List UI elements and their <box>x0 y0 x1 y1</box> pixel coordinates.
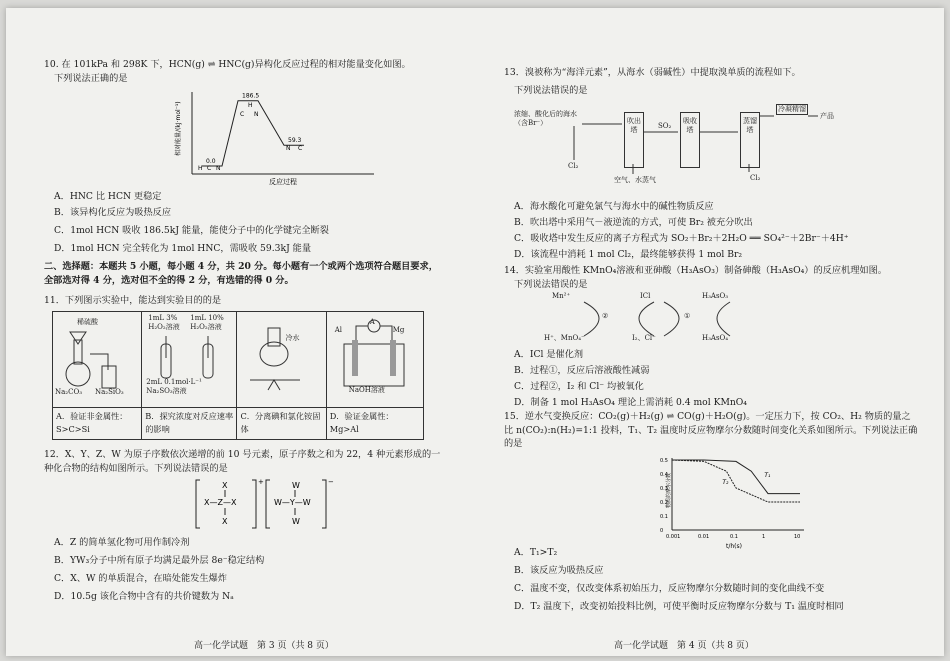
q12-option-a[interactable]: A．Z 的简单氢化物可用作制冷剂 <box>54 537 190 548</box>
q14-option-a[interactable]: A．ICl 是催化剂 <box>514 349 584 360</box>
energy-label-hnc: 59.3 <box>288 137 302 145</box>
apparatus-d-ammeter: A <box>369 318 375 326</box>
page-footer-right: 高一化学试题 第 4 页（共 8 页） <box>614 641 754 651</box>
q10-option-c[interactable]: C．1mol HCN 吸收 186.5kJ 能量，能使分子中的化学键完全断裂 <box>54 225 329 236</box>
apparatus-c <box>240 314 320 400</box>
struct-minus: − <box>328 478 334 486</box>
flow-cl2-in: Cl₂ <box>568 162 579 170</box>
q10-stem: 10. 在 101kPa 和 298K 下，HCN(g) ⇌ HNC(g)异构化反应过程的相对能量变化如图。 <box>44 59 411 70</box>
series-t1-line <box>672 460 800 494</box>
flow-product: 产品 <box>820 112 834 120</box>
series-t2-label: T₂ <box>722 478 729 486</box>
struct-wyw: W—Y—W <box>274 498 311 507</box>
mole-ytick: 0.3 <box>660 486 668 492</box>
q13-stem: 13．溴被称为“海洋元素”，从海水（弱碱性）中提取溴单质的流程如下。 <box>504 67 801 78</box>
q11-option-b[interactable]: B．探究浓度对反应速率的影响 <box>142 407 237 439</box>
mech-step1: ① <box>684 312 691 320</box>
mole-xtick: 0.01 <box>698 534 710 540</box>
q11-cell-c-figure <box>237 312 326 408</box>
q15-option-c[interactable]: C．温度不变，仅改变体系初始压力，反应物摩尔分数随时间的变化曲线不变 <box>514 583 825 594</box>
q12-stem: 12．X、Y、Z、W 为原子序数依次递增的前 10 号元素，原子序数之和为 22，4 种元素形成的一种化合物的结构如图所示。下列说法错误的是 <box>44 449 441 474</box>
flow-so2: SO₂ <box>658 122 672 130</box>
question-10 <box>44 58 474 85</box>
energy-xlabel: 反应过程 <box>269 178 297 186</box>
q14-option-c[interactable]: C．过程②，I₂ 和 Cl⁻ 均被氧化 <box>514 381 644 392</box>
q11-stem: 11．下列图示实验中，能达到实验目的的是 <box>44 295 222 306</box>
apparatus-a-na2co3: Na₂CO₃ <box>55 388 83 396</box>
mole-ytick: 0.5 <box>660 458 668 464</box>
struct-x-top: X <box>222 481 228 490</box>
mole-xlabel: t/h(s) <box>726 543 742 550</box>
q13-option-a[interactable]: A．海水酸化可避免氯气与海水中的碱性物质反应 <box>514 201 714 212</box>
q14-option-b[interactable]: B．过程①，反应后溶液酸性减弱 <box>514 365 650 376</box>
q11-cell-b-figure <box>142 312 237 408</box>
mole-ytick: 0.2 <box>660 500 668 506</box>
q12-structure <box>194 478 364 532</box>
mole-ytick: 0 <box>660 528 664 534</box>
mech-icl: ICl <box>640 292 651 300</box>
energy-ylabel: 相对能量/(kJ·mol⁻¹) <box>175 101 182 156</box>
q10-option-d[interactable]: D．1mol HCN 完全转化为 1mol HNC，需吸收 59.3kJ 能量 <box>54 243 312 254</box>
mole-ylabel: 物质的摩尔分数 <box>666 472 672 508</box>
flow-absorber-tower: 吸收塔 <box>680 112 700 168</box>
mech-i2-cl: I₂、Cl⁻ <box>632 334 656 342</box>
mole-fraction-chart <box>654 454 814 550</box>
q12-option-d[interactable]: D．10.5g 该化合物中含有的共价键数为 Nₐ <box>54 591 234 602</box>
left-column <box>44 8 484 651</box>
q11-option-d[interactable]: D．验证金属性：Mg>Al <box>326 407 423 439</box>
q13-prompt: 下列说法错误的是 <box>514 85 588 96</box>
q14-option-d[interactable]: D．制备 1 mol H₃AsO₄ 理论上需消耗 0.4 mol KMnO₄ <box>514 397 747 408</box>
species-c1: C <box>207 165 212 172</box>
struct-w-bottom: W <box>292 517 300 526</box>
struct-x-bottom: X <box>222 517 228 526</box>
series-t1-label: T₁ <box>764 471 771 479</box>
species-c3: C <box>298 145 303 152</box>
flow-distill-tower: 蒸馏塔 <box>740 112 760 168</box>
flow-blower-tower: 吹出塔 <box>624 112 644 168</box>
q15-option-d[interactable]: D．T₂ 温度下，改变初始投料比例，可使平衡时反应物摩尔分数与 T₁ 温度时相同 <box>514 601 844 612</box>
struct-xzx: X—Z—X <box>204 498 237 507</box>
apparatus-b-na2so3: 2mL 0.1mol·L⁻¹ Na₂SO₃溶液 <box>146 378 202 395</box>
apparatus-b-h2o2-3: 1mL 3% H₂O₂溶液 <box>148 314 180 331</box>
mole-xtick: 0.1 <box>730 534 738 540</box>
species-n1: N <box>216 165 221 172</box>
apparatus-b-h2o2-10: 1mL 10% H₂O₂溶液 <box>190 314 224 331</box>
q11-option-c[interactable]: C．分离碘和氯化铵固体 <box>237 407 326 439</box>
right-column <box>504 8 944 651</box>
q11-cell-a-figure <box>53 312 142 408</box>
page-footer-left: 高一化学试题 第 3 页（共 8 页） <box>194 641 334 651</box>
mech-step2: ② <box>602 312 609 320</box>
energy-diagram <box>174 86 464 186</box>
mech-h3aso3: H₃AsO₃ <box>702 292 729 300</box>
q10-prompt: 下列说法正确的是 <box>54 72 128 84</box>
energy-curve <box>202 101 304 166</box>
flow-condense: 冷凝精馏 <box>778 105 806 113</box>
apparatus-d-al: Al <box>334 326 343 334</box>
mech-mn2: Mn²⁺ <box>552 292 571 300</box>
q13-option-c[interactable]: C．吸收塔中发生反应的离子方程式为 SO₂＋Br₂＋2H₂O ══ SO₄²⁻＋2Br⁻＋4H⁺ <box>514 233 849 244</box>
mole-xticks <box>666 534 800 540</box>
q11-experiment-table <box>52 311 424 440</box>
species-n2: N <box>254 111 259 118</box>
q12-option-c[interactable]: C．X、W 的单质混合，在暗处能发生爆炸 <box>54 573 227 584</box>
struct-plus: + <box>258 478 264 486</box>
q10-option-b[interactable]: B．该异构化反应为吸热反应 <box>54 207 172 218</box>
q15-option-a[interactable]: A．T₁>T₂ <box>514 547 558 558</box>
q12-option-b[interactable]: B．YW₃分子中所有原子均满足最外层 8e⁻稳定结构 <box>54 555 265 566</box>
apparatus-a-na2sio3: Na₂SiO₃ <box>95 388 124 396</box>
flow-arrows <box>514 102 824 198</box>
q13-option-d[interactable]: D．该流程中消耗 1 mol Cl₂，最终能够获得 1 mol Br₂ <box>514 249 743 260</box>
species-h1: H <box>198 165 203 172</box>
energy-label-hcn: 0.0 <box>206 158 216 165</box>
q14-stem: 14．实验室用酸性 KMnO₄溶液和亚砷酸（H₃AsO₃）制备砷酸（H₃AsO₄）的反应机理如图。 <box>504 265 887 276</box>
flow-air-steam: 空气、水蒸气 <box>614 176 656 184</box>
q11-cell-d-figure <box>326 312 423 408</box>
bromine-flowchart <box>514 102 944 198</box>
mole-xtick: 1 <box>762 534 766 540</box>
flow-cl2-distill: Cl₂ <box>750 174 761 182</box>
q13-option-b[interactable]: B．吹出塔中采用气－液逆流的方式，可使 Br₂ 被充分吹出 <box>514 217 753 228</box>
mech-h3aso4: H₃AsO₄ <box>702 334 729 342</box>
mech-h-mno4: H⁺、MnO₄⁻ <box>544 334 585 342</box>
apparatus-c-coldwater: 冷水 <box>285 334 300 342</box>
q11-option-a[interactable]: A．验证非金属性：S>C>Si <box>53 407 142 439</box>
q15-option-b[interactable]: B．该反应为吸热反应 <box>514 565 604 576</box>
section-two-heading: 二、选择题：本题共 5 小题，每小题 4 分，共 20 分。每小题有一个或两个选项符合题目要求，全部选对得 4 分，选对但不全的得 2 分，有选错的得 0 分。 <box>44 261 438 286</box>
series-t2-line <box>672 460 800 502</box>
q14-prompt: 下列说法错误的是 <box>514 279 588 290</box>
mole-xtick: 0.001 <box>666 534 681 540</box>
energy-label-ts: 186.5 <box>242 92 260 100</box>
species-c2: C <box>240 111 245 118</box>
mole-ytick: 0.4 <box>660 472 668 478</box>
mole-xtick: 10 <box>794 534 801 540</box>
q10-option-a[interactable]: A．HNC 比 HCN 更稳定 <box>54 191 162 202</box>
apparatus-a-acid: 稀硫酸 <box>77 318 98 326</box>
flow-seawater: 浓缩、酸化后的海水（含Br⁻） <box>514 110 577 127</box>
exam-sheet <box>6 8 944 656</box>
q14-mechanism <box>544 292 764 348</box>
q15-stem: 15．逆水气变换反应：CO₂(g)＋H₂(g) ⇌ CO(g)＋H₂O(g)。一定压力下，按 CO₂、H₂ 物质的量之比 n(CO₂):n(H₂)=1:1 投料，T₁、T₂ 温度时反应物摩尔分数随时间变化关系如图所示。下列说法正确的是 <box>504 411 918 449</box>
apparatus-d-mg: Mg <box>392 326 405 334</box>
struct-w-top: W <box>292 481 300 490</box>
species-h2: H <box>248 102 253 109</box>
species-n3: N <box>286 145 291 152</box>
mole-ytick: 0.1 <box>660 514 668 520</box>
apparatus-d-naoh: NaOH溶液 <box>348 386 385 394</box>
